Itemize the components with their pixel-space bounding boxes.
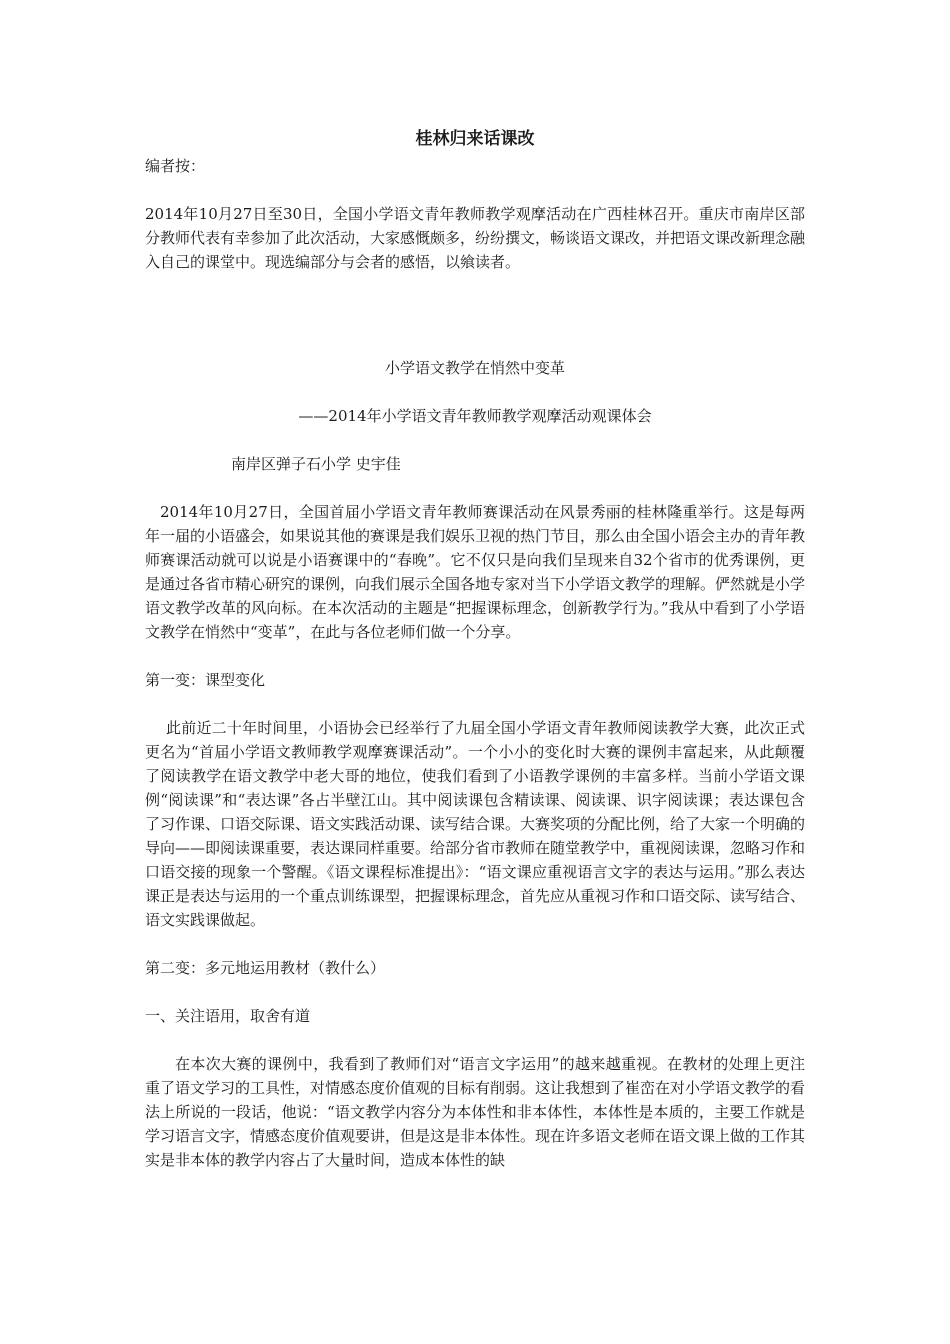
section-1-paragraph: 此前近二十年时间里，小语协会已经举行了九届全国小学语文青年教师阅读教学大赛，此次正式更名为“首届小学语文教师教学观摩赛课活动”。一个小小的变化时大赛的课例丰富起来，从此颠覆了阅读教学在语文教学中老大哥的地位，使我们看到了小语教学课例的丰富多样。当前小学语文课例“阅读课”和“表达课”各占半壁江山。其中阅读课包含精读课、阅读课、识字阅读课；表达课包含了习作课、口语交际课、语文实践活动课、读写结合课。大赛奖项的分配比例，给了大家一个明确的导向——即阅读课重要，表达课同样重要。给部分省市教师在随堂教学中，重视阅读课，忽略习作和口语交接的现象一个警醒。《语文课程标准提出》：“语文课应重视语言文字的表达与运用。”那么表达课正是表达与运用的一个重点训练课型，把握课标理念，首先应从重视习作和口语交际、读写结合、语文实践课做起。 [145,719,806,929]
subsection-heading-2-1: 一、关注语用，取舍有道 [145,1007,311,1025]
editor-note-paragraph: 2014年10月27日至30日，全国小学语文青年教师教学观摩活动在广西桂林召开。重庆市南岸区部分教师代表有幸参加了此次活动，大家感慨颇多，纷纷撰文，畅谈语文课改，并把语文课改新理念融入自己的课堂中。现选编部分与会者的感悟，以飨读者。 [145,205,806,271]
editor-note-label: 编者按： [145,157,206,175]
article-author: 南岸区弹子石小学 史宇佳 [231,455,401,473]
section-heading-1: 第一变：课型变化 [145,671,266,689]
document-title: 桂林归来话课改 [415,129,535,149]
subsection-2-1-paragraph: 在本次大赛的课例中，我看到了教师们对“语言文字运用”的越来越重视。在教材的处理上更注重了语文学习的工具性，对情感态度价值观的目标有削弱。这让我想到了崔峦在对小学语文教学的看法上所说的一段话，他说：“语文教学内容分为本体性和非本体性，本体性是本质的，主要工作就是学习语言文字，情感态度价值观要讲，但是这是非本体性。现在许多语文老师在语文课上做的工作其实是非本体的教学内容占了大量时间，造成本体性的缺 [145,1055,806,1169]
section-heading-2: 第二变：多元地运用教材（教什么） [145,959,386,977]
document-body [145,126,805,1172]
article-title: 小学语文教学在悄然中变革 [384,359,565,377]
article-subtitle: ——2014年小学语文青年教师教学观摩活动观课体会 [298,407,652,425]
intro-paragraph: 2014年10月27日，全国首届小学语文青年教师赛课活动在风景秀丽的桂林隆重举行。这是每两年一届的小语盛会，如果说其他的赛课是我们娱乐卫视的热门节目，那么由全国小语会主办的青年教师赛课活动就可以说是小语赛课中的“春晚”。它不仅只是向我们呈现来自32个省市的优秀课例，更是通过各省市精心研究的课例，向我们展示全国各地专家对当下小学语文教学的理解。俨然就是小学语文教学改革的风向标。在本次活动的主题是“把握课标理念，创新教学行为。”我从中看到了小学语文教学在悄然中“变革”，在此与各位老师们做一个分享。 [145,503,806,641]
